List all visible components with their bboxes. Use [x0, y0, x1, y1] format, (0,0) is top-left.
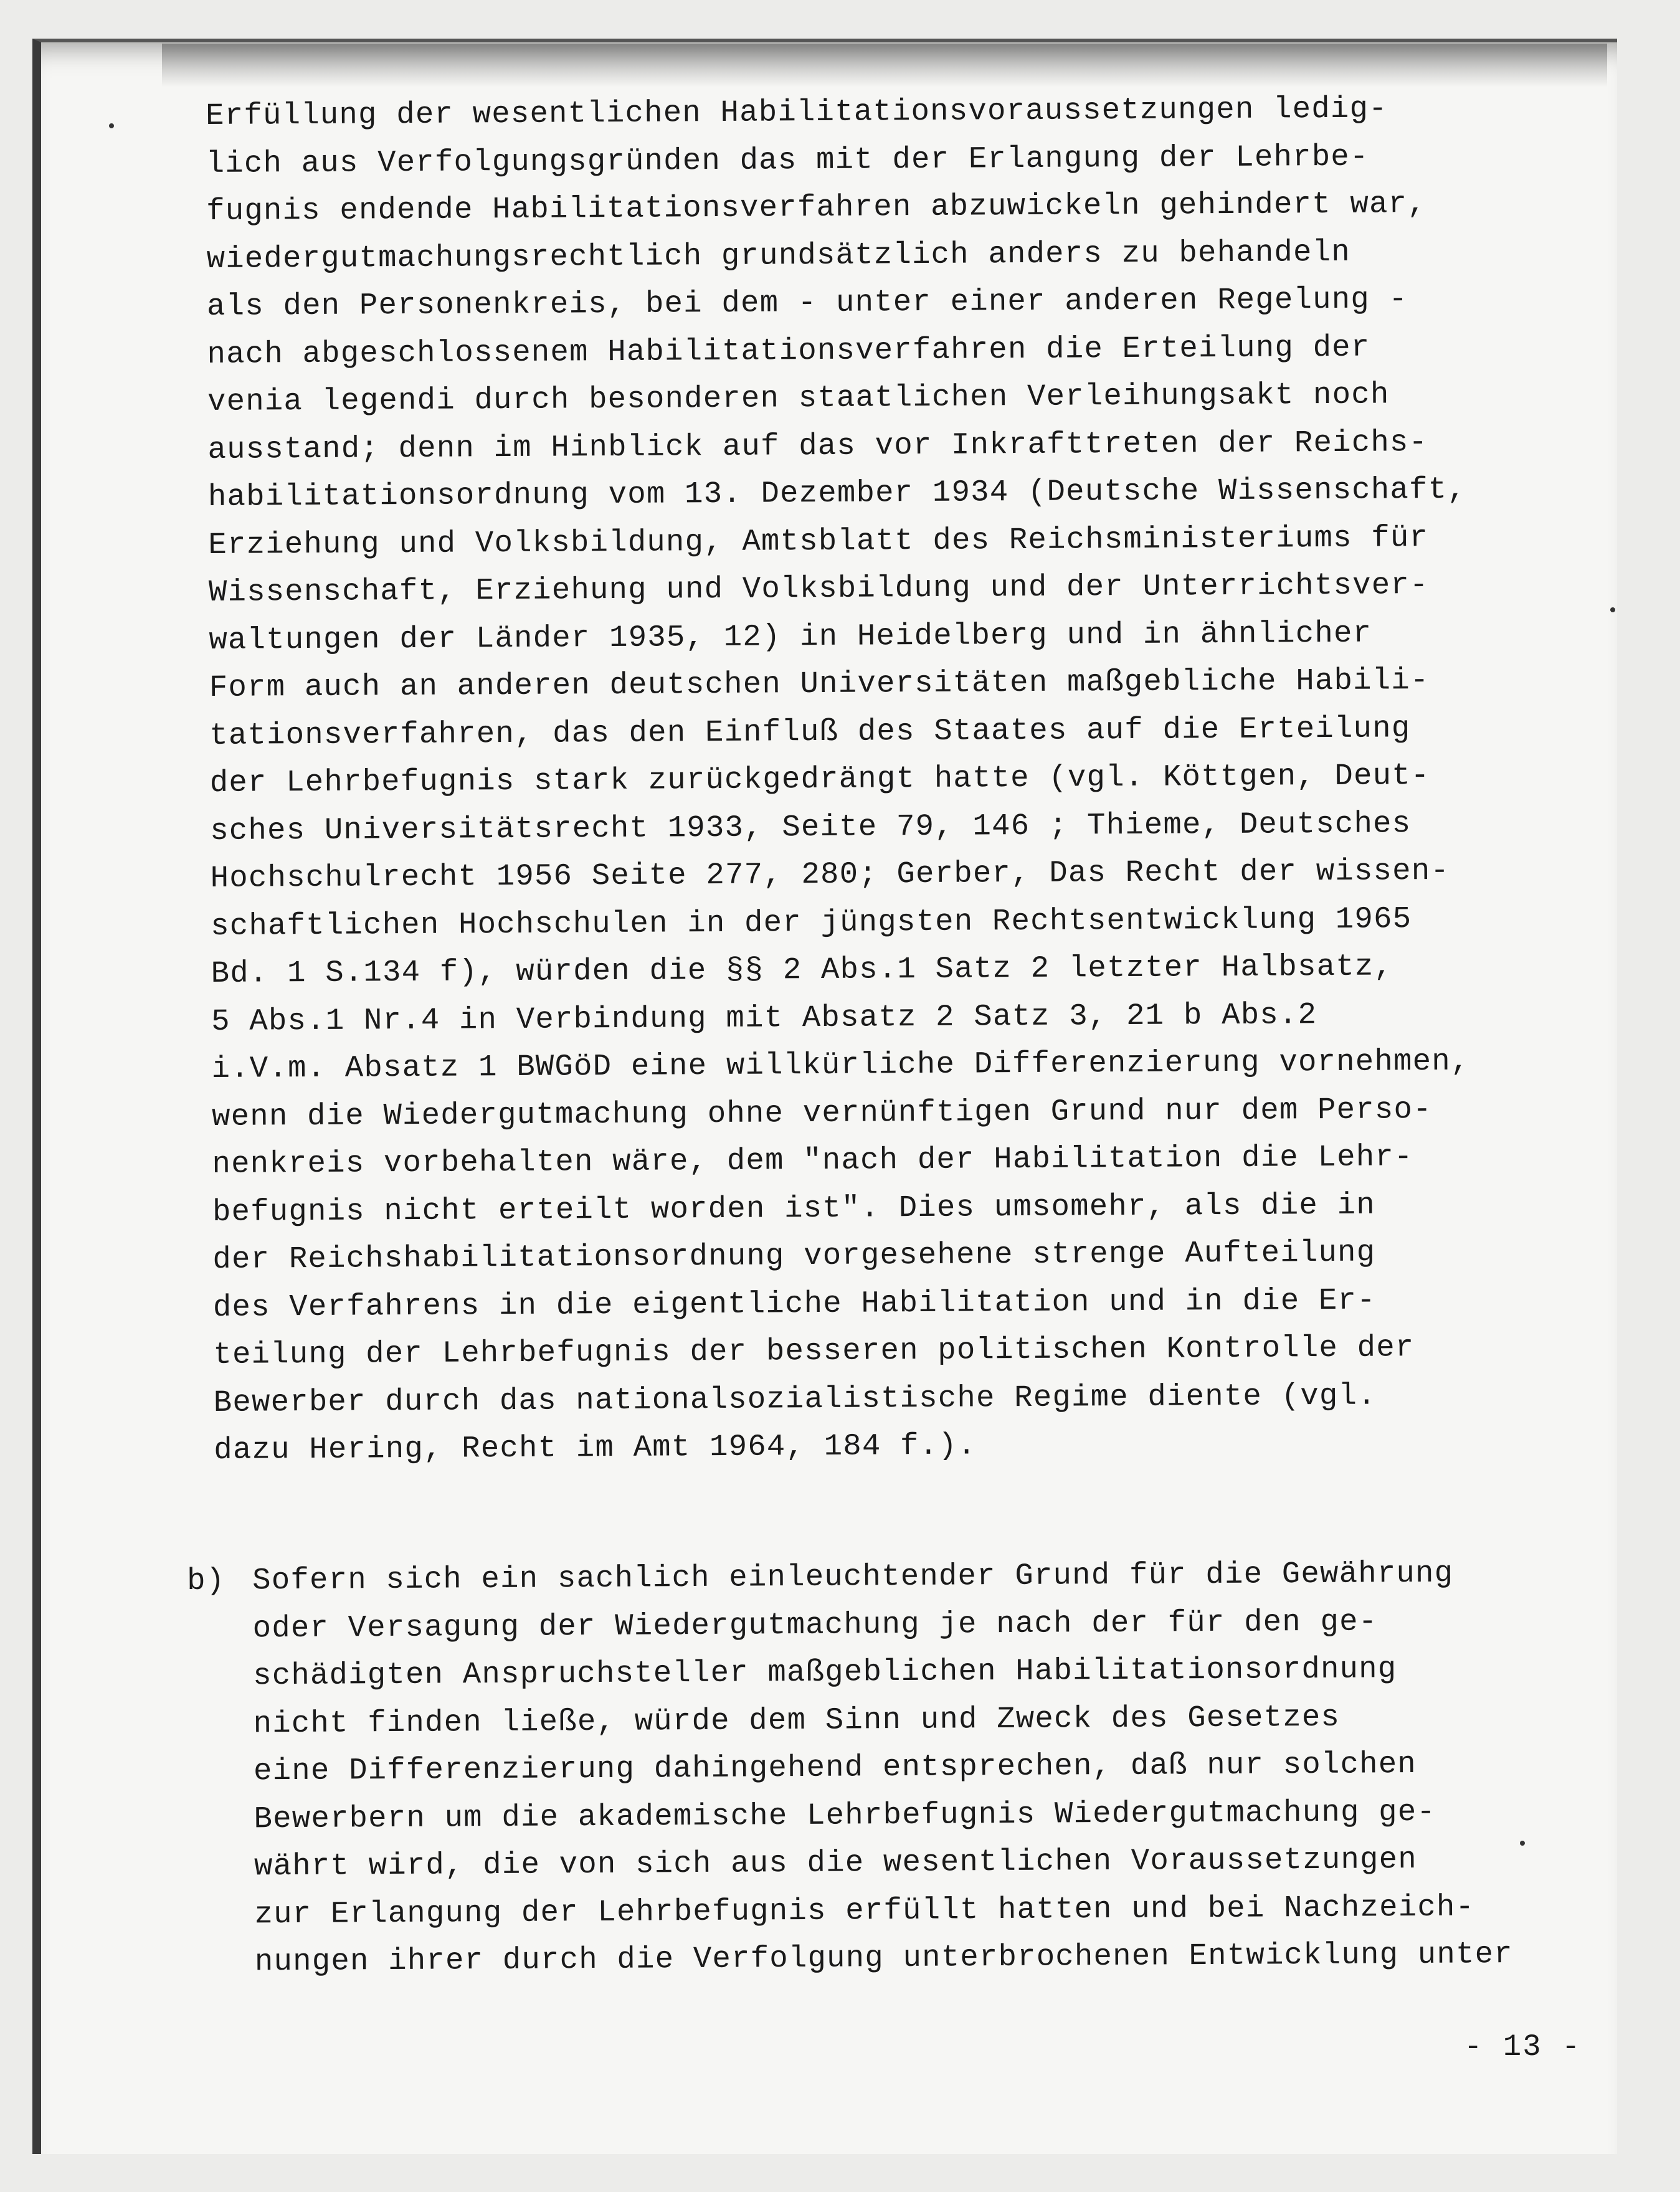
text-line: teilung der Lehrbefugnis der besseren politischen Kontrolle der	[213, 1330, 1415, 1372]
scan-speck	[109, 123, 114, 128]
text-line: Sofern sich ein sachlich einleuchtender Grund für die Gewährung	[252, 1555, 1454, 1598]
text-line: ausstand; denn im Hinblick auf das vor Inkrafttreten der Reichs-	[207, 424, 1428, 467]
text-line: tationsverfahren, das den Einfluß des Staates auf die Erteilung	[209, 710, 1411, 753]
text-line: befugnis nicht erteilt worden ist". Dies umsomehr, als die in	[212, 1187, 1376, 1230]
page-number: - 13 -	[1464, 2029, 1582, 2064]
text-line: sches Universitätsrecht 1933, Seite 79, 146 ; Thieme, Deutsches	[210, 805, 1412, 848]
text-line: währt wird, die von sich aus die wesentlichen Voraussetzungen	[254, 1841, 1418, 1884]
text-line: Form auch an anderen deutschen Universitäten maßgebliche Habili-	[209, 663, 1430, 705]
text-line: des Verfahrens in die eigentliche Habilitation und in die Er-	[212, 1283, 1376, 1325]
paragraph-b-lines	[252, 1549, 1513, 1986]
text-line: Bewerber durch das nationalsozialistische Regime diente (vgl.	[213, 1378, 1377, 1420]
scan-speck	[1610, 607, 1615, 612]
text-line: schädigten Anspruchsteller maßgeblichen Habilitationsordnung	[252, 1651, 1397, 1694]
text-line: 5 Abs.1 Nr.4 in Verbindung mit Absatz 2 Satz 3, 21 b Abs.2	[211, 997, 1317, 1039]
scan-shadow	[162, 44, 1607, 87]
text-line: schaftlichen Hochschulen in der jüngsten Rechtsentwicklung 1965	[211, 901, 1412, 944]
text-line: als den Personenkreis, bei dem - unter einer anderen Regelung -	[206, 282, 1408, 324]
text-line: habilitationsordnung vom 13. Dezember 1934 (Deutsche Wissenschaft,	[207, 472, 1467, 515]
text-line: lich aus Verfolgungsgründen das mit der Erlangung der Lehrbe-	[206, 139, 1369, 181]
text-line: wenn die Wiedergutmachung ohne vernünftigen Grund nur dem Perso-	[211, 1091, 1432, 1134]
text-line: dazu Hering, Recht im Amt 1964, 184 f.).	[214, 1428, 977, 1468]
text-line: i.V.m. Absatz 1 BWGöD eine willkürliche Differenzierung vornehmen,	[211, 1043, 1470, 1086]
paragraph-a	[206, 84, 1585, 1474]
text-line: Bd. 1 S.134 f), würden die §§ 2 Abs.1 Satz 2 letzter Halbsatz,	[211, 949, 1393, 991]
text-line: wiedergutmachungsrechtlich grundsätzlich anders zu behandeln	[206, 234, 1351, 277]
text-line: nach abgeschlossenem Habilitationsverfahren die Erteilung der	[207, 330, 1370, 372]
list-marker: b)	[187, 1563, 225, 1598]
text-line: waltungen der Länder 1935, 12) in Heidelberg und in ähnlicher	[209, 615, 1372, 658]
text-line: der Reichshabilitationsordnung vorgesehene strenge Aufteilung	[212, 1235, 1376, 1277]
text-line: venia legendi durch besonderen staatlichen Verleihungsakt noch	[207, 377, 1390, 419]
text-line: oder Versagung der Wiedergutmachung je nach der für den ge-	[252, 1603, 1378, 1646]
text-line: Erfüllung der wesentlichen Habilitationsvoraussetzungen ledig-	[206, 91, 1388, 133]
text-line: Erziehung und Volksbildung, Amtsblatt des Reichsministeriums für	[208, 520, 1429, 562]
text-line: fugnis endende Habilitationsverfahren abzuwickeln gehindert war,	[206, 186, 1427, 229]
scan-speck	[1520, 1841, 1525, 1846]
text-line: Hochschulrecht 1956 Seite 277, 280; Gerber, Das Recht der wissen-	[210, 853, 1450, 896]
text-line: Wissenschaft, Erziehung und Volksbildung und der Unterrichtsver-	[208, 567, 1429, 610]
text-line: nicht finden ließe, würde dem Sinn und Zweck des Gesetzes	[253, 1699, 1341, 1741]
text-line: der Lehrbefugnis stark zurückgedrängt hatte (vgl. Köttgen, Deut-	[209, 758, 1430, 800]
text-line: zur Erlangung der Lehrbefugnis erfüllt hatten und bei Nachzeich-	[254, 1889, 1475, 1932]
text-line: nenkreis vorbehalten wäre, dem "nach der Habilitation die Lehr-	[212, 1139, 1413, 1182]
text-line: eine Differenzierung dahingehend entsprechen, daß nur solchen	[253, 1746, 1417, 1789]
text-line: Bewerbern um die akademische Lehrbefugnis Wiedergutmachung ge-	[254, 1794, 1436, 1836]
text-line: nungen ihrer durch die Verfolgung unterbrochenen Entwicklung unter	[254, 1937, 1514, 1980]
